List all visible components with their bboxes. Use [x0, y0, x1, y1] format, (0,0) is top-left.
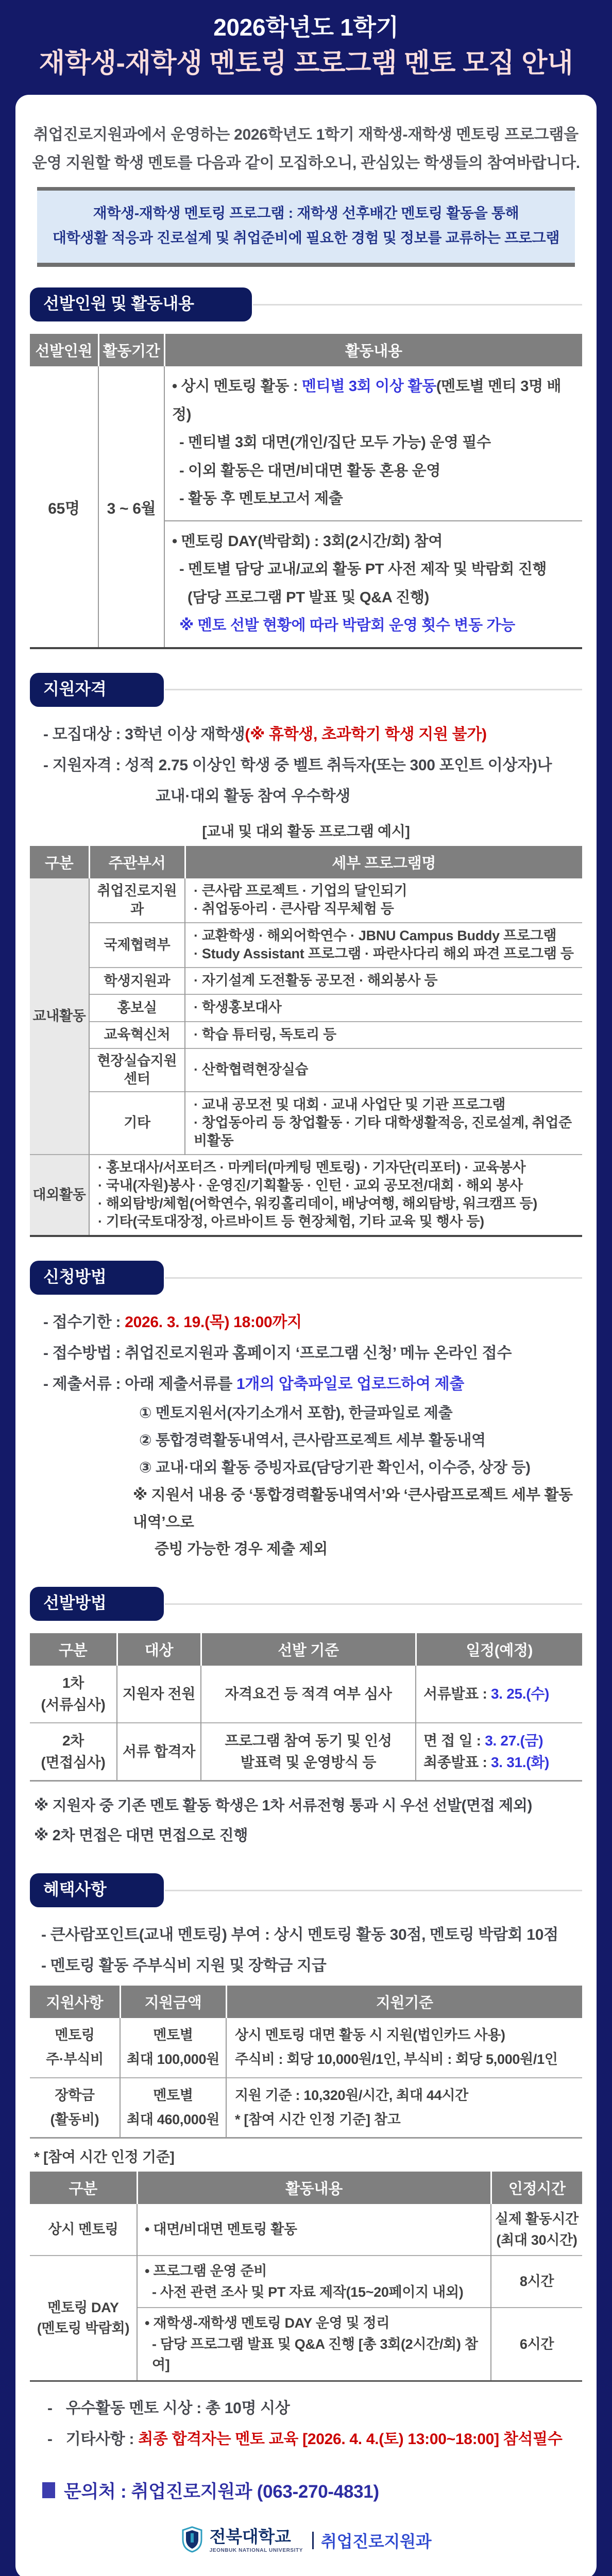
- criteria-line: 프로그램 참여 동기 및 인성: [225, 1733, 392, 1749]
- program-line: · 취업동아리 · 큰사람 직무체험 등: [194, 901, 394, 917]
- col-header-item: 지원사항: [30, 1986, 120, 2018]
- program-line: · 교내 공모전 및 대회 · 교내 사업단 및 기관 프로그램: [194, 1096, 506, 1112]
- col-header-program: 세부 프로그램명: [185, 846, 582, 878]
- program-line: · 창업동아리 등 창업활동 · 기타 대학생활적응, 진로설계, 취업준비활동: [194, 1114, 572, 1148]
- eligibility-qualification-line1: - 지원자격 : 성적 2.75 이상인 학생 중 벨트 취득자(또는 300 포인트 이상자)나: [43, 756, 552, 774]
- table-row: [30, 1022, 582, 1048]
- award-note-line: [30, 2393, 582, 2424]
- support-amount-line: 멘토별: [153, 2087, 193, 2103]
- target-restriction: (※ 휴학생, 초과학기 학생 지원 불가): [245, 725, 487, 743]
- doc-item: ③ 교내·대외 활동 증빙자료(담당기관 확인서, 이수증, 상장 등): [139, 1459, 531, 1476]
- activity-line: • 재학생-재학생 멘토링 DAY 운영 및 정리: [145, 2315, 390, 2331]
- intro-line1: 취업진로지원과에서 운영하는 2026학년도 1학기 재학생-재학생 멘토링 프로그램을: [33, 126, 579, 143]
- docs-label: - 제출서류 : 아래 제출서류를: [43, 1376, 237, 1393]
- section-badge-benefits: 혜택사항: [30, 1873, 164, 1907]
- support-item-line: (활동비): [50, 2111, 99, 2127]
- page-title-line1: 2026학년도 1학기: [213, 14, 399, 41]
- program-definition-line1: 재학생-재학생 멘토링 프로그램 : 재학생 선후배간 멘토링 활동을 통해: [93, 205, 519, 221]
- dept-cell: 현장실습지원센터: [89, 1048, 185, 1092]
- section-badge-eligibility: 지원자격: [30, 673, 164, 707]
- university-shield-icon: [181, 2526, 203, 2555]
- intro-paragraph: [30, 121, 582, 178]
- regular-title-highlight: 멘티별 3회 이상 활동: [302, 378, 436, 395]
- time-table-caption: * [참여 시간 인정 기준]: [34, 2149, 175, 2165]
- support-amount-cell: [120, 2078, 226, 2138]
- section-badge-method: 선발방법: [30, 1587, 164, 1621]
- regular-item: - 멘티별 3회 대면(개인/집단 모두 가능) 운영 필수: [179, 434, 491, 451]
- support-item-cell: [30, 2078, 120, 2138]
- benefit-support-table: [30, 1986, 582, 2139]
- table-row: [30, 2078, 582, 2138]
- day-item: - 멘토별 담당 교내/교외 활동 PT 사전 제작 및 박람회 진행: [179, 561, 547, 578]
- schedule-date: 3. 31.(화): [490, 1754, 550, 1771]
- col-header-hours: 인정시간: [491, 2172, 582, 2204]
- regular-title-post: (멘토별 멘티 3명 배정): [172, 378, 562, 423]
- regular-item: - 이외 활동은 대면/비대면 활동 혼용 운영: [179, 462, 441, 479]
- page-header: [0, 0, 612, 95]
- table-row: [30, 1155, 582, 1236]
- program-list-cell: [185, 968, 582, 994]
- col-header-amount: 지원금액: [120, 1986, 226, 2018]
- target-cell: 서류 합격자: [117, 1723, 201, 1781]
- external-category-label: 대외활동: [30, 1155, 89, 1236]
- col-header-stage: 구분: [30, 1633, 117, 1666]
- schedule-label: 최종발표 :: [423, 1754, 491, 1771]
- section-apply-header: [30, 1261, 582, 1295]
- program-line: · 홍보대사/서포터즈 · 마케터(마케팅 멘토링) · 기자단(리포터) · 교육봉사: [98, 1160, 526, 1176]
- program-line: · 학습 튜터링, 독토리 등: [194, 1026, 336, 1042]
- col-header-schedule: 일정(예정): [416, 1633, 582, 1666]
- etc-label: 기타사항 :: [65, 2430, 139, 2448]
- benefit-line: - 멘토링 활동 주부식비 지원 및 장학금 지급: [41, 1957, 327, 1975]
- dept-cell: 기타: [89, 1092, 185, 1155]
- schedule-label: 면 접 일 :: [423, 1733, 485, 1749]
- etc-highlight: 최종 합격자는 멘토 교육 [2026. 4. 4.(토) 13:00~18:00] 참석필수: [138, 2430, 563, 2448]
- support-item-line: 주·부식비: [46, 2052, 104, 2067]
- regular-item: - 활동 후 멘토보고서 제출: [179, 490, 343, 507]
- support-item-line: 멘토링: [55, 2027, 95, 2043]
- support-criteria-line: 주식비 : 회당 10,000원/1인, 부식비 : 회당 5,000원/1인: [235, 2052, 558, 2067]
- col-header-category: 구분: [30, 2172, 137, 2204]
- section-method-header: [30, 1587, 582, 1621]
- time-activity-cell: [137, 2308, 491, 2381]
- divider-bar-top: [37, 187, 575, 191]
- apply-docs-line: [30, 1369, 582, 1400]
- campus-category-label: 교내활동: [30, 878, 89, 1155]
- schedule-line: [423, 1730, 581, 1752]
- time-hours-cell: [491, 2204, 582, 2256]
- day-note: ※ 멘토 선발 현황에 따라 박람회 운영 횟수 변동 가능: [179, 617, 515, 634]
- mentoring-day-cell: [164, 521, 582, 648]
- program-line: · 큰사람 프로젝트 · 기업의 달인되기: [194, 883, 407, 899]
- program-definition-text: [37, 191, 575, 263]
- program-definition-box: [37, 187, 575, 267]
- program-definition-line2: 대학생활 적응과 진로설계 및 취업준비에 필요한 경험 및 정보를 교류하는 프로그램: [52, 230, 560, 246]
- col-header-criteria: 지원기준: [226, 1986, 582, 2018]
- col-header-count: 선발인원: [30, 334, 98, 366]
- department-name: 취업진로지원과: [321, 2532, 432, 2551]
- activity-line: - 사전 관련 조사 및 PT 자료 제작(15~20페이지 내외): [152, 2284, 464, 2300]
- section-rule: [165, 1890, 582, 1891]
- support-item-line: 장학금: [55, 2087, 95, 2103]
- support-criteria-cell: [226, 2078, 582, 2138]
- program-line: · Study Assistant 프로그램 · 파란사다리 해외 파견 프로그램 등: [194, 946, 574, 962]
- contact-line: [42, 2478, 582, 2503]
- support-criteria-line: * [참여 시간 인정 기준] 참고: [235, 2111, 401, 2127]
- schedule-cell: [416, 1723, 582, 1781]
- program-table-caption: [교내 및 대외 활동 프로그램 예시]: [202, 823, 410, 839]
- program-line: · 기타(국토대장정, 아르바이트 등 현장체험, 기타 교육 및 행사 등): [98, 1214, 484, 1230]
- col-header-activity: 활동내용: [137, 2172, 491, 2204]
- program-list-cell: [185, 994, 582, 1021]
- col-header-dept: 주관부서: [89, 846, 185, 878]
- section-badge-selection: 선발인원 및 활동내용: [30, 287, 252, 321]
- stage-line: 2차: [62, 1733, 84, 1749]
- support-amount-line: 멘토별: [153, 2027, 193, 2043]
- method-note: ※ 지원자 중 기존 멘토 활동 학생은 1차 서류전형 통과 시 우선 선발(면접 제외): [34, 1798, 532, 1815]
- doc-item: ② 통합경력활동내역서, 큰사람프로젝트 세부 활동내역: [139, 1432, 486, 1449]
- table-row: [30, 366, 582, 521]
- deadline-label: - 접수기한 :: [43, 1314, 125, 1331]
- dept-cell: 학생지원과: [89, 968, 185, 994]
- time-category-line: 멘토링 DAY: [47, 2299, 119, 2315]
- hours-line: 실제 활동시간: [495, 2211, 579, 2227]
- activity-period: 3 ~ 6월: [98, 366, 164, 648]
- table-row: [30, 1048, 582, 1092]
- support-amount-cell: [120, 2018, 226, 2078]
- schedule-cell: [416, 1666, 582, 1723]
- university-name-english: JEONBUK NATIONAL UNIVERSITY: [209, 2547, 303, 2553]
- col-header-activity: 활동내용: [164, 334, 582, 366]
- stage-line: (서류심사): [41, 1697, 106, 1713]
- program-line: · 국내(자원)봉사 · 운영진/기획활동 · 인턴 · 교외 공모전/대회 · 해외 봉사: [98, 1178, 523, 1194]
- section-badge-apply: 신청방법: [30, 1261, 164, 1295]
- table-row: [30, 2256, 582, 2308]
- apply-deadline-line: [30, 1307, 582, 1338]
- table-row: [30, 878, 582, 923]
- dept-cell: 취업진로지원과: [89, 878, 185, 923]
- table-row: [30, 968, 582, 994]
- eligibility-target-line: [30, 719, 582, 750]
- time-hours-cell: 8시간: [491, 2256, 582, 2308]
- support-criteria-line: 지원 기준 : 10,320원/시간, 최대 44시간: [235, 2087, 468, 2103]
- regular-title-pre: • 상시 멘토링 활동 :: [172, 378, 302, 395]
- support-criteria-line: 상시 멘토링 대면 활동 시 지원(법인카드 사용): [235, 2027, 505, 2043]
- footer-logo: [30, 2526, 582, 2555]
- table-row: [30, 1666, 582, 1723]
- method-note: ※ 2차 면접은 대면 면접으로 진행: [34, 1827, 248, 1844]
- intro-line2: 운영 지원할 학생 멘토를 다음과 같이 모집하오니, 관심있는 학생들의 참여바랍니다.: [32, 155, 580, 172]
- program-line: · 자기설계 도전활동 공모전 · 해외봉사 등: [194, 973, 438, 989]
- table-row: [30, 994, 582, 1021]
- table-header-row: [30, 2172, 582, 2204]
- apply-note-line2: 증빙 가능한 경우 제출 제외: [155, 1541, 328, 1558]
- time-category-cell: 상시 멘토링: [48, 2222, 118, 2238]
- square-bullet-icon: [42, 2482, 55, 2498]
- program-example-table: [30, 846, 582, 1238]
- criteria-cell: [201, 1723, 416, 1781]
- activity-line: - 담당 프로그램 발표 및 Q&A 진행 [총 3회(2시간/회) 참여]: [152, 2336, 478, 2373]
- external-list-cell: [89, 1155, 582, 1236]
- section-rule: [165, 689, 582, 690]
- col-header-category: 구분: [30, 846, 89, 878]
- col-header-criteria: 선발 기준: [201, 1633, 416, 1666]
- schedule-label: 서류발표 :: [423, 1686, 491, 1702]
- support-criteria-cell: [226, 2018, 582, 2078]
- section-benefits-header: [30, 1873, 582, 1907]
- col-header-period: 활동기간: [98, 334, 164, 366]
- schedule-line: [423, 1752, 581, 1773]
- page-title-line2: 재학생-재학생 멘토링 프로그램 멘토 모집 안내: [39, 48, 573, 78]
- program-list-cell: [185, 1092, 582, 1155]
- table-row: [30, 2018, 582, 2078]
- stage-cell: [30, 1723, 117, 1781]
- program-line: · 해외탐방/체험(어학연수, 워킹홀리데이, 배낭여행, 해외탐방, 워크캠프 등): [98, 1196, 537, 1212]
- activity-line: • 프로그램 운영 준비: [145, 2263, 267, 2279]
- dept-cell: 국제협력부: [89, 923, 185, 968]
- section-selection-header: [30, 287, 582, 321]
- table-row: [30, 1723, 582, 1781]
- selection-method-table: [30, 1633, 582, 1782]
- section-rule: [253, 304, 582, 306]
- program-list-cell: [185, 923, 582, 968]
- time-activity-cell: • 대면/비대면 멘토링 활동: [137, 2204, 491, 2256]
- schedule-date: 3. 27.(금): [485, 1733, 543, 1749]
- logo-divider: [312, 2532, 314, 2549]
- dept-cell: 교육혁신처: [89, 1022, 185, 1048]
- hours-line: (최대 30시간): [496, 2232, 577, 2248]
- day-title: • 멘토링 DAY(박람회) : 3회(2시간/회) 참여: [172, 533, 443, 550]
- doc-item: ① 멘토지원서(자기소개서 포함), 한글파일로 제출: [139, 1405, 453, 1422]
- table-header-row: [30, 1986, 582, 2018]
- program-line: · 학생홍보대사: [194, 999, 282, 1015]
- table-row: [30, 2204, 582, 2256]
- support-item-cell: [30, 2018, 120, 2078]
- program-list-cell: [185, 878, 582, 923]
- deadline-value: 2026. 3. 19.(목) 18:00까지: [125, 1314, 302, 1331]
- table-header-row: [30, 846, 582, 878]
- dept-cell: 홍보실: [89, 994, 185, 1021]
- table-header-row: [30, 1633, 582, 1666]
- stage-cell: [30, 1666, 117, 1723]
- award-note: 우수활동 멘토 시상 : 총 10명 시상: [65, 2399, 290, 2417]
- time-activity-cell: [137, 2256, 491, 2308]
- program-line: · 교환학생 · 해외어학연수 · JBNU Campus Buddy 프로그램: [194, 928, 557, 944]
- criteria-line: 발표력 및 운영방식 등: [240, 1754, 377, 1771]
- support-amount-line: 최대 460,000원: [126, 2111, 220, 2127]
- criteria-cell: 자격요건 등 적격 여부 심사: [201, 1666, 416, 1723]
- col-header-target: 대상: [117, 1633, 201, 1666]
- selection-count: 65명: [30, 366, 98, 648]
- program-list-cell: [185, 1048, 582, 1092]
- program-list-cell: [185, 1022, 582, 1048]
- section-eligibility-header: [30, 673, 582, 707]
- regular-mentoring-cell: [164, 366, 582, 521]
- etc-note-line: [30, 2424, 582, 2455]
- content-card: [15, 95, 597, 2576]
- stage-line: (면접심사): [41, 1754, 106, 1771]
- stage-line: 1차: [62, 1675, 84, 1691]
- time-category-line: (멘토링 박람회): [37, 2320, 130, 2336]
- program-line: · 산학협력현장실습: [194, 1061, 309, 1077]
- target-pre: - 모집대상 : 3학년 이상 재학생: [43, 725, 245, 743]
- divider-bar-bottom: [37, 263, 575, 267]
- regular-title: [172, 372, 580, 429]
- time-recognition-table: [30, 2172, 582, 2382]
- target-cell: 지원자 전원: [117, 1666, 201, 1723]
- contact-text: 문의처 : 취업진로지원과 (063-270-4831): [64, 2481, 379, 2502]
- university-name: 전북대학교: [209, 2527, 291, 2546]
- time-hours-cell: 6시간: [491, 2308, 582, 2381]
- university-name-block: [210, 2528, 303, 2553]
- eligibility-qualification-line2: 교내·대외 활동 참여 우수학생: [156, 787, 350, 805]
- support-amount-line: 최대 100,000원: [126, 2052, 220, 2067]
- activity-table: [30, 334, 582, 649]
- docs-highlight: 1개의 압축파일로 업로드하여 제출: [236, 1376, 465, 1393]
- dash: -: [47, 2399, 53, 2417]
- apply-note-line1: ※ 지원서 내용 중 ‘통합경력활동내역서’와 ‘큰사람프로젝트 세부 활동내역’으로: [133, 1486, 573, 1531]
- table-row: [30, 1092, 582, 1155]
- benefit-line: - 큰사람포인트(교내 멘토링) 부여 : 상시 멘토링 활동 30점, 멘토링 박람회 10점: [41, 1926, 558, 1944]
- time-category-cell: [30, 2256, 137, 2381]
- section-rule: [165, 1277, 582, 1279]
- table-row: [30, 923, 582, 968]
- schedule-date: 3. 25.(수): [490, 1686, 550, 1702]
- table-header-row: [30, 334, 582, 366]
- day-item: (담당 프로그램 PT 발표 및 Q&A 진행): [188, 589, 430, 606]
- apply-method-line: - 접수방법 : 취업진로지원과 홈페이지 ‘프로그램 신청’ 메뉴 온라인 접수: [43, 1345, 512, 1362]
- dash: -: [47, 2430, 53, 2448]
- section-rule: [165, 1603, 582, 1605]
